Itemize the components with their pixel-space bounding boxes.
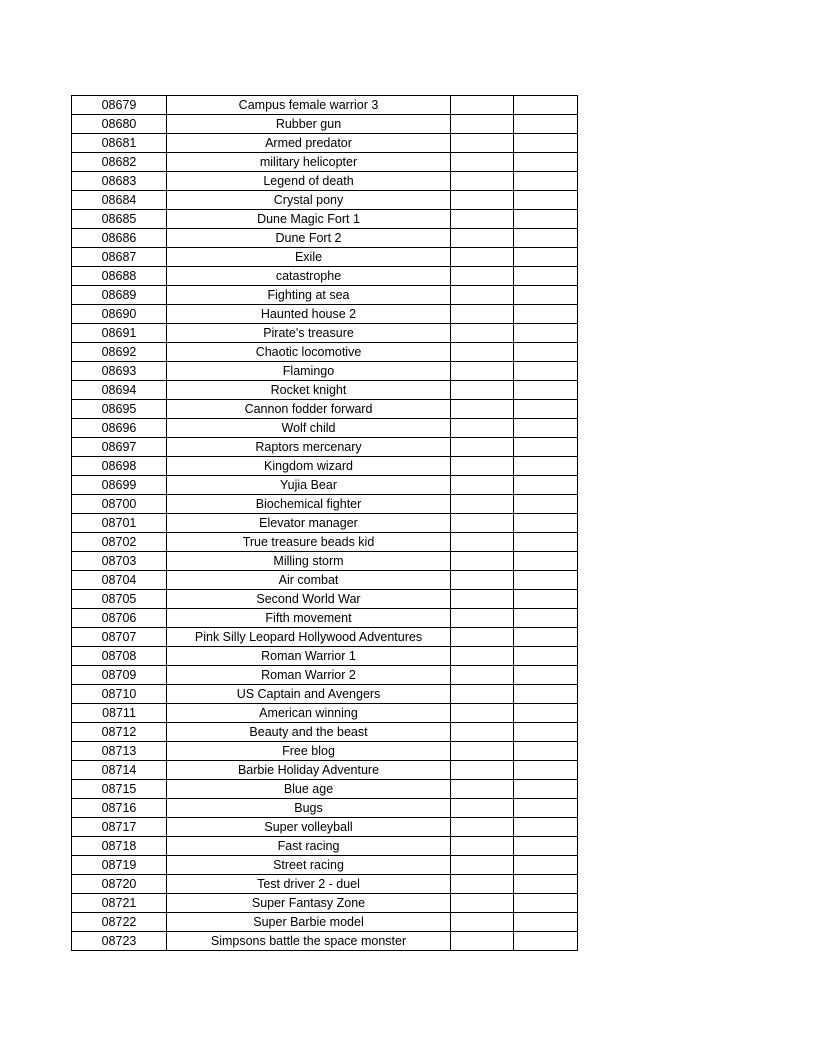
empty-cell bbox=[514, 115, 578, 134]
empty-cell bbox=[451, 590, 514, 609]
game-code-cell: 08721 bbox=[72, 894, 167, 913]
empty-cell bbox=[451, 685, 514, 704]
table-row bbox=[72, 172, 578, 191]
empty-cell bbox=[451, 248, 514, 267]
game-code-cell: 08692 bbox=[72, 343, 167, 362]
table-row bbox=[72, 780, 578, 799]
empty-cell bbox=[451, 210, 514, 229]
empty-cell bbox=[514, 267, 578, 286]
game-code-cell: 08691 bbox=[72, 324, 167, 343]
empty-cell bbox=[514, 514, 578, 533]
table-row bbox=[72, 742, 578, 761]
game-code-cell: 08719 bbox=[72, 856, 167, 875]
empty-cell bbox=[451, 856, 514, 875]
game-title-cell: Kingdom wizard bbox=[167, 457, 451, 476]
table-row bbox=[72, 533, 578, 552]
table-row bbox=[72, 96, 578, 115]
game-code-cell: 08707 bbox=[72, 628, 167, 647]
empty-cell bbox=[514, 799, 578, 818]
empty-cell bbox=[514, 856, 578, 875]
empty-cell bbox=[514, 343, 578, 362]
table-row bbox=[72, 913, 578, 932]
game-code-cell: 08688 bbox=[72, 267, 167, 286]
game-title-cell: US Captain and Avengers bbox=[167, 685, 451, 704]
empty-cell bbox=[514, 837, 578, 856]
game-title-cell: Pirate's treasure bbox=[167, 324, 451, 343]
empty-cell bbox=[514, 571, 578, 590]
game-title-cell: Super Barbie model bbox=[167, 913, 451, 932]
game-title-cell: Yujia Bear bbox=[167, 476, 451, 495]
empty-cell bbox=[451, 742, 514, 761]
game-title-cell: Biochemical fighter bbox=[167, 495, 451, 514]
game-title-cell: Armed predator bbox=[167, 134, 451, 153]
table-row bbox=[72, 343, 578, 362]
empty-cell bbox=[514, 894, 578, 913]
game-code-cell: 08698 bbox=[72, 457, 167, 476]
game-title-cell: Exile bbox=[167, 248, 451, 267]
game-title-cell: Super Fantasy Zone bbox=[167, 894, 451, 913]
game-code-cell: 08689 bbox=[72, 286, 167, 305]
game-code-cell: 08715 bbox=[72, 780, 167, 799]
empty-cell bbox=[451, 115, 514, 134]
game-title-cell: Wolf child bbox=[167, 419, 451, 438]
empty-cell bbox=[514, 723, 578, 742]
table-row bbox=[72, 723, 578, 742]
game-title-cell: Simpsons battle the space monster bbox=[167, 932, 451, 951]
game-title-cell: Fast racing bbox=[167, 837, 451, 856]
table-row bbox=[72, 761, 578, 780]
table-row bbox=[72, 191, 578, 210]
empty-cell bbox=[451, 799, 514, 818]
game-code-cell: 08701 bbox=[72, 514, 167, 533]
game-list-table bbox=[71, 95, 578, 951]
table-row bbox=[72, 628, 578, 647]
game-title-cell: Rubber gun bbox=[167, 115, 451, 134]
table-row bbox=[72, 932, 578, 951]
empty-cell bbox=[451, 837, 514, 856]
empty-cell bbox=[514, 324, 578, 343]
game-title-cell: Fighting at sea bbox=[167, 286, 451, 305]
table-row bbox=[72, 153, 578, 172]
table-row bbox=[72, 590, 578, 609]
game-code-cell: 08695 bbox=[72, 400, 167, 419]
empty-cell bbox=[451, 552, 514, 571]
game-title-cell: True treasure beads kid bbox=[167, 533, 451, 552]
table-row bbox=[72, 495, 578, 514]
game-code-cell: 08686 bbox=[72, 229, 167, 248]
game-code-cell: 08683 bbox=[72, 172, 167, 191]
game-title-cell: Bugs bbox=[167, 799, 451, 818]
game-title-cell: Haunted house 2 bbox=[167, 305, 451, 324]
game-title-cell: catastrophe bbox=[167, 267, 451, 286]
game-title-cell: American winning bbox=[167, 704, 451, 723]
empty-cell bbox=[451, 153, 514, 172]
table-row bbox=[72, 476, 578, 495]
game-code-cell: 08713 bbox=[72, 742, 167, 761]
table-row bbox=[72, 324, 578, 343]
table-row bbox=[72, 286, 578, 305]
empty-cell bbox=[451, 723, 514, 742]
game-title-cell: Air combat bbox=[167, 571, 451, 590]
empty-cell bbox=[451, 761, 514, 780]
empty-cell bbox=[451, 818, 514, 837]
game-code-cell: 08711 bbox=[72, 704, 167, 723]
game-title-cell: military helicopter bbox=[167, 153, 451, 172]
game-code-cell: 08710 bbox=[72, 685, 167, 704]
empty-cell bbox=[451, 324, 514, 343]
table-row bbox=[72, 438, 578, 457]
game-code-cell: 08720 bbox=[72, 875, 167, 894]
game-code-cell: 08681 bbox=[72, 134, 167, 153]
empty-cell bbox=[451, 96, 514, 115]
empty-cell bbox=[514, 647, 578, 666]
empty-cell bbox=[451, 229, 514, 248]
table-row bbox=[72, 229, 578, 248]
game-title-cell: Milling storm bbox=[167, 552, 451, 571]
empty-cell bbox=[451, 533, 514, 552]
table-row bbox=[72, 894, 578, 913]
game-code-cell: 08709 bbox=[72, 666, 167, 685]
empty-cell bbox=[514, 666, 578, 685]
empty-cell bbox=[451, 647, 514, 666]
empty-cell bbox=[514, 875, 578, 894]
table-row bbox=[72, 514, 578, 533]
empty-cell bbox=[451, 780, 514, 799]
empty-cell bbox=[451, 875, 514, 894]
game-code-cell: 08705 bbox=[72, 590, 167, 609]
empty-cell bbox=[451, 286, 514, 305]
empty-cell bbox=[451, 381, 514, 400]
game-code-cell: 08693 bbox=[72, 362, 167, 381]
game-code-cell: 08682 bbox=[72, 153, 167, 172]
game-title-cell: Street racing bbox=[167, 856, 451, 875]
game-title-cell: Flamingo bbox=[167, 362, 451, 381]
empty-cell bbox=[451, 514, 514, 533]
game-title-cell: Crystal pony bbox=[167, 191, 451, 210]
empty-cell bbox=[514, 96, 578, 115]
game-code-cell: 08723 bbox=[72, 932, 167, 951]
table-row bbox=[72, 115, 578, 134]
empty-cell bbox=[451, 628, 514, 647]
empty-cell bbox=[451, 134, 514, 153]
table-row bbox=[72, 647, 578, 666]
game-title-cell: Fifth movement bbox=[167, 609, 451, 628]
game-code-cell: 08716 bbox=[72, 799, 167, 818]
table-row bbox=[72, 419, 578, 438]
table-row bbox=[72, 875, 578, 894]
game-title-cell: Chaotic locomotive bbox=[167, 343, 451, 362]
game-title-cell: Second World War bbox=[167, 590, 451, 609]
empty-cell bbox=[451, 362, 514, 381]
empty-cell bbox=[514, 172, 578, 191]
empty-cell bbox=[451, 457, 514, 476]
game-title-cell: Pink Silly Leopard Hollywood Adventures bbox=[167, 628, 451, 647]
empty-cell bbox=[451, 476, 514, 495]
empty-cell bbox=[451, 438, 514, 457]
empty-cell bbox=[514, 780, 578, 799]
empty-cell bbox=[514, 286, 578, 305]
empty-cell bbox=[514, 210, 578, 229]
table-row bbox=[72, 305, 578, 324]
empty-cell bbox=[514, 533, 578, 552]
empty-cell bbox=[514, 191, 578, 210]
empty-cell bbox=[514, 628, 578, 647]
game-code-cell: 08697 bbox=[72, 438, 167, 457]
game-code-cell: 08702 bbox=[72, 533, 167, 552]
game-title-cell: Test driver 2 - duel bbox=[167, 875, 451, 894]
game-title-cell: Elevator manager bbox=[167, 514, 451, 533]
table-row bbox=[72, 837, 578, 856]
empty-cell bbox=[451, 305, 514, 324]
empty-cell bbox=[451, 894, 514, 913]
game-title-cell: Beauty and the beast bbox=[167, 723, 451, 742]
game-code-cell: 08694 bbox=[72, 381, 167, 400]
table-row bbox=[72, 704, 578, 723]
empty-cell bbox=[514, 362, 578, 381]
table-row bbox=[72, 210, 578, 229]
game-code-cell: 08712 bbox=[72, 723, 167, 742]
game-code-cell: 08684 bbox=[72, 191, 167, 210]
empty-cell bbox=[514, 305, 578, 324]
table-row bbox=[72, 362, 578, 381]
empty-cell bbox=[514, 248, 578, 267]
game-list-body bbox=[72, 96, 578, 951]
game-title-cell: Raptors mercenary bbox=[167, 438, 451, 457]
game-code-cell: 08696 bbox=[72, 419, 167, 438]
empty-cell bbox=[514, 913, 578, 932]
game-code-cell: 08708 bbox=[72, 647, 167, 666]
table-row bbox=[72, 609, 578, 628]
table-row bbox=[72, 381, 578, 400]
table-row bbox=[72, 818, 578, 837]
empty-cell bbox=[514, 476, 578, 495]
empty-cell bbox=[514, 419, 578, 438]
empty-cell bbox=[451, 191, 514, 210]
game-title-cell: Rocket knight bbox=[167, 381, 451, 400]
empty-cell bbox=[451, 495, 514, 514]
empty-cell bbox=[514, 457, 578, 476]
table-row bbox=[72, 457, 578, 476]
empty-cell bbox=[514, 229, 578, 248]
empty-cell bbox=[514, 552, 578, 571]
empty-cell bbox=[514, 438, 578, 457]
empty-cell bbox=[514, 742, 578, 761]
empty-cell bbox=[514, 932, 578, 951]
table-row bbox=[72, 552, 578, 571]
table-row bbox=[72, 400, 578, 419]
game-code-cell: 08685 bbox=[72, 210, 167, 229]
game-title-cell: Roman Warrior 1 bbox=[167, 647, 451, 666]
empty-cell bbox=[451, 704, 514, 723]
game-title-cell: Dune Magic Fort 1 bbox=[167, 210, 451, 229]
empty-cell bbox=[514, 685, 578, 704]
empty-cell bbox=[451, 666, 514, 685]
empty-cell bbox=[514, 495, 578, 514]
empty-cell bbox=[451, 932, 514, 951]
empty-cell bbox=[514, 134, 578, 153]
game-title-cell: Legend of death bbox=[167, 172, 451, 191]
empty-cell bbox=[451, 267, 514, 286]
empty-cell bbox=[514, 818, 578, 837]
game-code-cell: 08704 bbox=[72, 571, 167, 590]
table-row bbox=[72, 267, 578, 286]
empty-cell bbox=[514, 704, 578, 723]
game-title-cell: Barbie Holiday Adventure bbox=[167, 761, 451, 780]
empty-cell bbox=[451, 571, 514, 590]
game-title-cell: Dune Fort 2 bbox=[167, 229, 451, 248]
game-code-cell: 08700 bbox=[72, 495, 167, 514]
empty-cell bbox=[514, 609, 578, 628]
game-title-cell: Campus female warrior 3 bbox=[167, 96, 451, 115]
empty-cell bbox=[514, 590, 578, 609]
game-code-cell: 08690 bbox=[72, 305, 167, 324]
game-title-cell: Roman Warrior 2 bbox=[167, 666, 451, 685]
empty-cell bbox=[451, 400, 514, 419]
table-row bbox=[72, 799, 578, 818]
empty-cell bbox=[514, 400, 578, 419]
game-title-cell: Cannon fodder forward bbox=[167, 400, 451, 419]
table-row bbox=[72, 571, 578, 590]
table-row bbox=[72, 856, 578, 875]
empty-cell bbox=[451, 609, 514, 628]
empty-cell bbox=[514, 381, 578, 400]
empty-cell bbox=[451, 913, 514, 932]
game-code-cell: 08703 bbox=[72, 552, 167, 571]
empty-cell bbox=[451, 172, 514, 191]
table-row bbox=[72, 685, 578, 704]
table-row bbox=[72, 134, 578, 153]
game-code-cell: 08717 bbox=[72, 818, 167, 837]
empty-cell bbox=[451, 343, 514, 362]
game-title-cell: Free blog bbox=[167, 742, 451, 761]
game-code-cell: 08714 bbox=[72, 761, 167, 780]
table-row bbox=[72, 666, 578, 685]
game-code-cell: 08687 bbox=[72, 248, 167, 267]
game-code-cell: 08718 bbox=[72, 837, 167, 856]
game-code-cell: 08680 bbox=[72, 115, 167, 134]
game-title-cell: Blue age bbox=[167, 780, 451, 799]
game-code-cell: 08699 bbox=[72, 476, 167, 495]
game-code-cell: 08722 bbox=[72, 913, 167, 932]
empty-cell bbox=[451, 419, 514, 438]
game-code-cell: 08679 bbox=[72, 96, 167, 115]
game-code-cell: 08706 bbox=[72, 609, 167, 628]
empty-cell bbox=[514, 761, 578, 780]
table-row bbox=[72, 248, 578, 267]
game-title-cell: Super volleyball bbox=[167, 818, 451, 837]
empty-cell bbox=[514, 153, 578, 172]
